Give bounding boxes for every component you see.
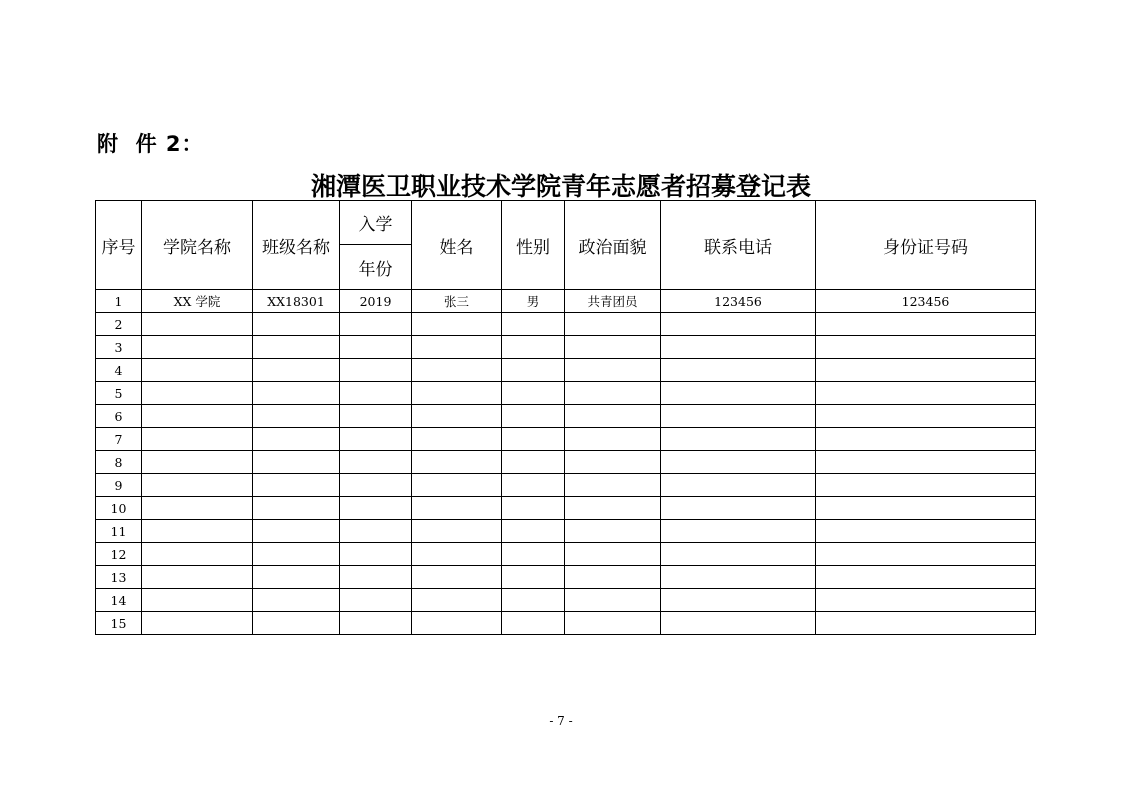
registration-table <box>95 200 1036 635</box>
cell-name[interactable] <box>412 405 502 428</box>
table-row <box>96 382 1036 405</box>
header-gender: 性别 <box>502 201 565 290</box>
cell-year[interactable] <box>340 543 412 566</box>
cell-college[interactable] <box>142 382 253 405</box>
cell-political[interactable] <box>565 382 661 405</box>
cell-id-number[interactable] <box>816 336 1036 359</box>
cell-phone[interactable] <box>661 359 816 382</box>
cell-seq[interactable]: 1 <box>96 290 142 313</box>
cell-name[interactable] <box>412 520 502 543</box>
cell-class[interactable] <box>253 589 340 612</box>
cell-id-number[interactable] <box>816 543 1036 566</box>
cell-name[interactable] <box>412 474 502 497</box>
table-body <box>96 290 1036 635</box>
cell-phone[interactable] <box>661 474 816 497</box>
cell-year[interactable]: 2019 <box>340 290 412 313</box>
cell-year[interactable] <box>340 313 412 336</box>
cell-seq[interactable]: 15 <box>96 612 142 635</box>
cell-class[interactable]: XX18301 <box>253 290 340 313</box>
cell-gender[interactable] <box>502 405 565 428</box>
cell-college[interactable] <box>142 520 253 543</box>
cell-class[interactable] <box>253 612 340 635</box>
cell-seq[interactable]: 12 <box>96 543 142 566</box>
cell-id-number[interactable] <box>816 405 1036 428</box>
cell-id-number[interactable] <box>816 520 1036 543</box>
cell-college[interactable] <box>142 497 253 520</box>
cell-phone[interactable]: 123456 <box>661 290 816 313</box>
cell-id-number[interactable] <box>816 313 1036 336</box>
cell-political[interactable] <box>565 359 661 382</box>
cell-year[interactable] <box>340 428 412 451</box>
cell-id-number[interactable] <box>816 497 1036 520</box>
cell-gender[interactable] <box>502 336 565 359</box>
header-political: 政治面貌 <box>565 201 661 290</box>
header-id-number: 身份证号码 <box>816 201 1036 290</box>
cell-id-number[interactable] <box>816 474 1036 497</box>
cell-id-number[interactable] <box>816 451 1036 474</box>
header-class: 班级名称 <box>253 201 340 290</box>
cell-seq[interactable]: 9 <box>96 474 142 497</box>
table-row <box>96 566 1036 589</box>
header-enroll-top: 入学 <box>340 201 412 245</box>
cell-name[interactable] <box>412 336 502 359</box>
header-enroll-bottom: 年份 <box>340 245 412 290</box>
cell-year[interactable] <box>340 405 412 428</box>
cell-political[interactable] <box>565 612 661 635</box>
table-row <box>96 589 1036 612</box>
table-row <box>96 359 1036 382</box>
table-row <box>96 405 1036 428</box>
cell-name[interactable] <box>412 589 502 612</box>
cell-seq[interactable]: 11 <box>96 520 142 543</box>
cell-phone[interactable] <box>661 589 816 612</box>
table-row <box>96 290 1036 313</box>
cell-class[interactable] <box>253 428 340 451</box>
cell-year[interactable] <box>340 566 412 589</box>
cell-name[interactable] <box>412 382 502 405</box>
cell-gender[interactable] <box>502 612 565 635</box>
cell-phone[interactable] <box>661 612 816 635</box>
cell-gender[interactable] <box>502 520 565 543</box>
cell-class[interactable] <box>253 359 340 382</box>
table-row <box>96 428 1036 451</box>
table-row <box>96 612 1036 635</box>
cell-political[interactable] <box>565 474 661 497</box>
cell-gender[interactable] <box>502 451 565 474</box>
cell-seq[interactable]: 4 <box>96 359 142 382</box>
cell-gender[interactable]: 男 <box>502 290 565 313</box>
cell-class[interactable] <box>253 566 340 589</box>
cell-id-number[interactable] <box>816 382 1036 405</box>
cell-id-number[interactable] <box>816 566 1036 589</box>
cell-seq[interactable]: 6 <box>96 405 142 428</box>
cell-political[interactable] <box>565 589 661 612</box>
table-row <box>96 497 1036 520</box>
cell-political[interactable] <box>565 543 661 566</box>
cell-phone[interactable] <box>661 428 816 451</box>
cell-political[interactable] <box>565 566 661 589</box>
cell-phone[interactable] <box>661 405 816 428</box>
cell-seq[interactable]: 8 <box>96 451 142 474</box>
cell-phone[interactable] <box>661 313 816 336</box>
cell-name[interactable] <box>412 543 502 566</box>
cell-phone[interactable] <box>661 520 816 543</box>
cell-year[interactable] <box>340 589 412 612</box>
cell-class[interactable] <box>253 382 340 405</box>
cell-class[interactable] <box>253 313 340 336</box>
cell-seq[interactable]: 14 <box>96 589 142 612</box>
cell-seq[interactable]: 13 <box>96 566 142 589</box>
table-row <box>96 474 1036 497</box>
cell-class[interactable] <box>253 520 340 543</box>
cell-phone[interactable] <box>661 543 816 566</box>
cell-phone[interactable] <box>661 336 816 359</box>
cell-name[interactable] <box>412 566 502 589</box>
attachment-label: 附 件 2： <box>97 132 204 156</box>
cell-year[interactable] <box>340 612 412 635</box>
page-number: - 7 - <box>549 714 573 728</box>
table-header-row <box>96 201 1036 245</box>
header-name: 姓名 <box>412 201 502 290</box>
cell-seq[interactable]: 3 <box>96 336 142 359</box>
cell-class[interactable] <box>253 336 340 359</box>
cell-name[interactable] <box>412 451 502 474</box>
cell-name[interactable] <box>412 359 502 382</box>
cell-gender[interactable] <box>502 497 565 520</box>
cell-id-number[interactable] <box>816 612 1036 635</box>
header-seq: 序号 <box>96 201 142 290</box>
cell-name[interactable] <box>412 313 502 336</box>
cell-year[interactable] <box>340 474 412 497</box>
cell-name[interactable] <box>412 428 502 451</box>
cell-gender[interactable] <box>502 543 565 566</box>
cell-political[interactable] <box>565 405 661 428</box>
cell-college[interactable] <box>142 612 253 635</box>
cell-political[interactable] <box>565 336 661 359</box>
cell-year[interactable] <box>340 359 412 382</box>
cell-college[interactable] <box>142 313 253 336</box>
table-row <box>96 336 1036 359</box>
cell-seq[interactable]: 5 <box>96 382 142 405</box>
cell-gender[interactable] <box>502 566 565 589</box>
cell-political[interactable] <box>565 497 661 520</box>
cell-political[interactable] <box>565 428 661 451</box>
cell-college[interactable] <box>142 405 253 428</box>
cell-year[interactable] <box>340 382 412 405</box>
cell-gender[interactable] <box>502 313 565 336</box>
cell-id-number[interactable] <box>816 359 1036 382</box>
cell-college[interactable] <box>142 566 253 589</box>
cell-phone[interactable] <box>661 382 816 405</box>
cell-year[interactable] <box>340 451 412 474</box>
cell-college[interactable] <box>142 451 253 474</box>
header-college: 学院名称 <box>142 201 253 290</box>
table-row <box>96 313 1036 336</box>
cell-name[interactable] <box>412 497 502 520</box>
cell-phone[interactable] <box>661 566 816 589</box>
cell-phone[interactable] <box>661 497 816 520</box>
cell-class[interactable] <box>253 543 340 566</box>
cell-gender[interactable] <box>502 359 565 382</box>
cell-name[interactable]: 张三 <box>412 290 502 313</box>
cell-college[interactable] <box>142 589 253 612</box>
cell-year[interactable] <box>340 336 412 359</box>
cell-college[interactable]: XX 学院 <box>142 290 253 313</box>
cell-college[interactable] <box>142 359 253 382</box>
page-title: 湘潭医卫职业技术学院青年志愿者招募登记表 <box>310 172 811 201</box>
table-row <box>96 520 1036 543</box>
cell-gender[interactable] <box>502 589 565 612</box>
cell-gender[interactable] <box>502 428 565 451</box>
cell-political[interactable] <box>565 520 661 543</box>
cell-college[interactable] <box>142 543 253 566</box>
cell-college[interactable] <box>142 336 253 359</box>
cell-gender[interactable] <box>502 474 565 497</box>
cell-id-number[interactable] <box>816 589 1036 612</box>
cell-political[interactable]: 共青团员 <box>565 290 661 313</box>
cell-class[interactable] <box>253 497 340 520</box>
cell-college[interactable] <box>142 428 253 451</box>
table-row <box>96 451 1036 474</box>
header-phone: 联系电话 <box>661 201 816 290</box>
cell-political[interactable] <box>565 313 661 336</box>
cell-year[interactable] <box>340 520 412 543</box>
cell-phone[interactable] <box>661 451 816 474</box>
table-row <box>96 543 1036 566</box>
cell-seq[interactable]: 7 <box>96 428 142 451</box>
cell-class[interactable] <box>253 474 340 497</box>
cell-year[interactable] <box>340 497 412 520</box>
cell-id-number[interactable] <box>816 428 1036 451</box>
cell-political[interactable] <box>565 451 661 474</box>
cell-class[interactable] <box>253 451 340 474</box>
cell-seq[interactable]: 2 <box>96 313 142 336</box>
cell-college[interactable] <box>142 474 253 497</box>
cell-gender[interactable] <box>502 382 565 405</box>
cell-id-number[interactable]: 123456 <box>816 290 1036 313</box>
cell-class[interactable] <box>253 405 340 428</box>
cell-name[interactable] <box>412 612 502 635</box>
cell-seq[interactable]: 10 <box>96 497 142 520</box>
